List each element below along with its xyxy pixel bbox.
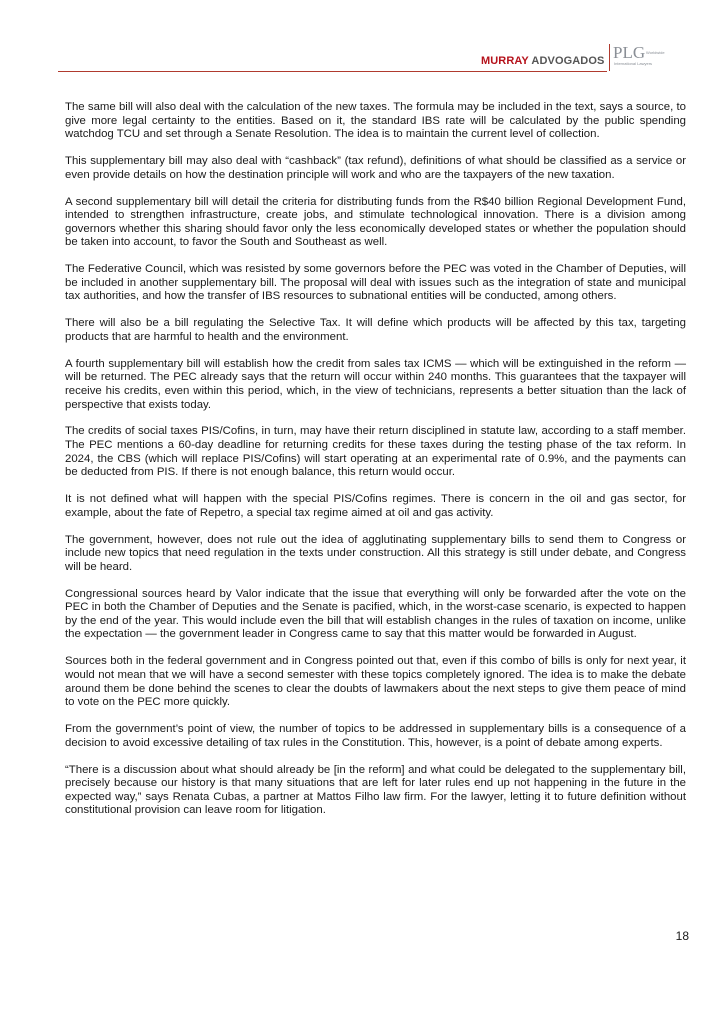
header-rule <box>58 71 607 72</box>
paragraph: “There is a discussion about what should already be [in the reform] and what could be delegated to the supplementary bill, precisely because our history is that many situations that are left for later rules end up not happening in the future in the expected way,” says Renata Cubas, a partner at Mattos Filho law firm. For the lawyer, letting it to future definition without constitutional provision can leave room for litigation. <box>65 763 686 817</box>
paragraph: A fourth supplementary bill will establish how the credit from sales tax ICMS — which will be extinguished in the reform — will be returned. The PEC already says that the return will occur within 240 months. This guarantees that the taxpayer will receive his credits, even within this period, which, in the view of technicians, represents a better situation than the lack of perspective that exists today. <box>65 357 686 411</box>
paragraph: There will also be a bill regulating the Selective Tax. It will define which products will be affected by this tax, targeting products that are harmful to health and the environment. <box>65 317 686 343</box>
paragraph: Congressional sources heard by Valor indicate that the issue that everything will only be forwarded after the vote on the PEC in both the Chamber of Deputies and the Senate is pacified, which, in the worst-case scenario, is expected to happen by the end of the year. This would include even the bill that will establish changes in the rules of taxation on income, unlike the expectation — the government leader in Congress came to say that this matter would be forwarded in August. <box>65 587 686 641</box>
logo-separator <box>609 44 610 71</box>
plg-logo <box>613 43 673 69</box>
paragraph: A second supplementary bill will detail the criteria for distributing funds from the R$40 billion Regional Development Fund, intended to strengthen infrastructure, create jobs, and stimulate technological innovation. There is a division among governors whether this sharing should favor only the less economically developed states or whether the population should be taken into account, to favor the South and Southeast as well. <box>65 195 686 249</box>
plg-logo-subtext-1: Worldwide <box>646 50 665 55</box>
paragraph: The Federative Council, which was resisted by some governors before the PEC was voted in the Chamber of Deputies, will be included in another supplementary bill. The proposal will deal with issues such as the integration of state and municipal tax authorities, and how the transfer of IBS resources to subnational entities will be conducted, among others. <box>65 263 686 303</box>
paragraph: Sources both in the federal government and in Congress pointed out that, even if this combo of bills is only for next year, it would not mean that we will have a second semester with these topics completely ignored. The idea is to make the debate around them be done behind the scenes to clear the doubts of lawmakers about the next steps to give them peace of mind to vote on the PEC more quickly. <box>65 655 686 709</box>
document-body <box>65 101 686 831</box>
page-number: 18 <box>675 929 689 943</box>
firm-name-murray: MURRAY <box>481 55 529 67</box>
page-header <box>0 0 728 80</box>
paragraph: It is not defined what will happen with the special PIS/Cofins regimes. There is concern in the oil and gas sector, for example, about the fate of Repetro, a special tax regime aimed at oil and gas activity. <box>65 493 686 519</box>
paragraph: The same bill will also deal with the calculation of the new taxes. The formula may be included in the text, says a source, to give more legal certainty to the entities. Based on it, the standard IBS rate will be calculated by the public spending watchdog TCU and set through a Senate Resolution. The idea is to maintain the current level of collection. <box>65 101 686 141</box>
paragraph: The government, however, does not rule out the idea of agglutinating supplementary bills to send them to Congress or include new topics that need regulation in the texts under construction. All this strategy is still under debate, and Congress will be heard. <box>65 533 686 573</box>
firm-name-advogados: ADVOGADOS <box>528 55 605 67</box>
plg-logo-letters: PLG <box>613 43 646 62</box>
paragraph: The credits of social taxes PIS/Cofins, in turn, may have their return disciplined in statute law, according to a staff member. The PEC mentions a 60-day deadline for returning credits for these taxes during the testing phase of the tax reform. In 2024, the CBS (which will replace PIS/Cofins) will start operating at an experimental rate of 0.9%, and the payments can be deducted from PIS. If there is not enough balance, this return would occur. <box>65 425 686 479</box>
paragraph: This supplementary bill may also deal with “cashback” (tax refund), definitions of what should be classified as a service or even provide details on how the destination principle will work and who are the taxpayers of the new taxation. <box>65 155 686 181</box>
paragraph: From the government’s point of view, the number of topics to be addressed in supplementary bills is a consequence of a decision to avoid excessive detailing of tax rules in the Constitution. This, however, is a point of debate among experts. <box>65 723 686 749</box>
firm-name <box>481 55 604 67</box>
plg-logo-subtext-2: International Lawyers <box>614 61 653 66</box>
